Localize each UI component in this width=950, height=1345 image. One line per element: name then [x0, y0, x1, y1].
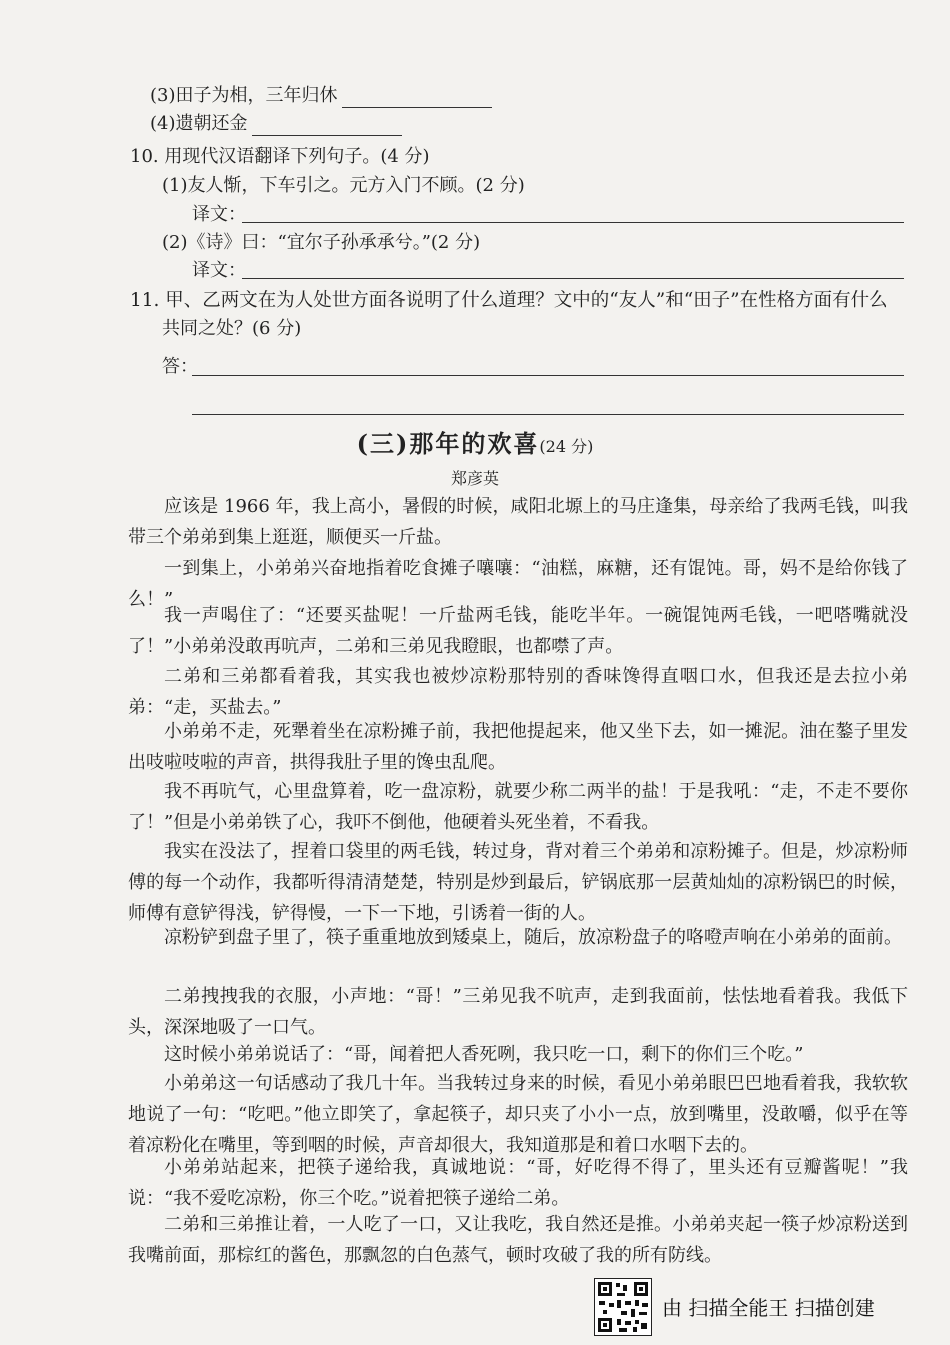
paragraph: 二弟和三弟都看着我，其实我也被炒凉粉那特别的香味馋得直咽口水，但我还是去拉小弟弟：“走，买盐去。”	[128, 666, 908, 718]
paragraph: 二弟和三弟推让着，一人吃了一口，又让我吃，我自然还是推。小弟弟夹起一筷子炒凉粉送到我嘴前面，那棕红的酱色，那飘忽的白色蒸气，顿时攻破了我的所有防线。	[128, 1214, 908, 1266]
q11-answer-line-1[interactable]	[192, 375, 904, 376]
q9-item-3-text: (3)田子为相，三年归休	[150, 85, 338, 106]
q11-answer-line-2[interactable]	[192, 414, 904, 415]
watermark-text: 由 扫描全能王 扫描创建	[662, 1296, 875, 1320]
paragraph: 小弟弟站起来，把筷子递给我，真诚地说：“哥，好吃得不得了，里头还有豆瓣酱呢！”我说：“我不爱吃凉粉，你三个吃。”说着把筷子递给二弟。	[128, 1157, 908, 1209]
q10-sentence-1: (1)友人惭，下车引之。元方入门不顾。(2 分)	[162, 175, 525, 196]
author-name: 郑彦英	[450, 469, 499, 488]
q9-item-3	[150, 84, 492, 108]
q11-line-2: 共同之处？(6 分)	[162, 318, 302, 339]
paragraph: 小弟弟这一句话感动了我几十年。当我转过身来的时候，看见小弟弟眼巴巴地看着我，我软软地说了一句：“吃吧。”他立即笑了，拿起筷子，却只夹了小小一点，放到嘴里，没敢嚼，似乎在等着凉粉化在嘴里，等到咽的时候，声音却很大，我知道那是和着口水咽下去的。	[128, 1073, 908, 1156]
q10-translation-1-line[interactable]	[242, 222, 904, 223]
paragraph: 一到集上，小弟弟兴奋地指着吃食摊子嚷嚷：“油糕，麻糖，还有馄饨。哥，妈不是给你钱了么！”	[128, 558, 908, 610]
paragraph: 我实在没法了，捏着口袋里的两毛钱，转过身，背对着三个弟弟和凉粉摊子。但是，炒凉粉师傅的每一个动作，我都听得清清楚楚，特别是炒到最后，铲锅底那一层黄灿灿的凉粉锅巴的时候，师傅有意铲得浅，铲得慢，一下一下地，引诱着一街的人。	[128, 841, 908, 924]
q10-translation-2-label: 译文：	[192, 260, 246, 281]
q10-heading: 10. 用现代汉语翻译下列句子。(4 分)	[130, 146, 430, 167]
paragraph: 二弟拽拽我的衣服，小声地：“哥！”三弟见我不吭声，走到我面前，怯怯地看着我。我低下头，深深地吸了一口气。	[128, 986, 908, 1038]
paragraph: 凉粉铲到盘子里了，筷子重重地放到矮桌上，随后，放凉粉盘子的咯噔声响在小弟弟的面前。	[164, 927, 902, 948]
paragraph: 我不再吭气，心里盘算着，吃一盘凉粉，就要少称二两半的盐！于是我吼：“走，不走不要你了！”但是小弟弟铁了心，我吓不倒他，他硬着头死坐着，不看我。	[128, 781, 908, 833]
q9-item-4	[150, 112, 402, 136]
section-title-text: (三)那年的欢喜	[356, 429, 540, 458]
q10-sentence-2: (2)《诗》曰：“宜尔子孙承承兮。”(2 分)	[162, 232, 481, 253]
paragraph: 这时候小弟弟说话了：“哥，闻着把人香死咧，我只吃一口，剩下的你们三个吃。”	[164, 1044, 804, 1065]
q10-translation-1-label: 译文：	[192, 204, 246, 225]
paragraph: 小弟弟不走，死犟着坐在凉粉摊子前，我把他提起来，他又坐下去，如一摊泥。油在鏊子里发出吱啦吱啦的声音，拱得我肚子里的馋虫乱爬。	[128, 721, 908, 773]
q11-answer-label: 答：	[162, 356, 198, 377]
section-title	[0, 428, 950, 463]
q9-item-4-blank[interactable]	[252, 117, 402, 136]
paragraph: 我一声喝住了：“还要买盐呢！一斤盐两毛钱，能吃半年。一碗馄饨两毛钱，一吧嗒嘴就没了！”小弟弟没敢再吭声，二弟和三弟见我瞪眼，也都噤了声。	[128, 605, 908, 657]
paragraph: 应该是 1966 年，我上高小，暑假的时候，咸阳北塬上的马庄逢集，母亲给了我两毛钱，叫我带三个弟弟到集上逛逛，顺便买一斤盐。	[128, 496, 908, 548]
scanner-watermark	[594, 1278, 934, 1340]
q11-line-1: 11. 甲、乙两文在为人处世方面各说明了什么道理？文中的“友人”和“田子”在性格方面有什么	[130, 290, 888, 311]
q10-translation-2-line[interactable]	[242, 278, 904, 279]
section-points: (24 分)	[539, 437, 594, 456]
q9-item-3-blank[interactable]	[342, 89, 492, 108]
q9-item-4-text: (4)遗朝还金	[150, 113, 248, 134]
qr-code-icon	[594, 1278, 652, 1336]
